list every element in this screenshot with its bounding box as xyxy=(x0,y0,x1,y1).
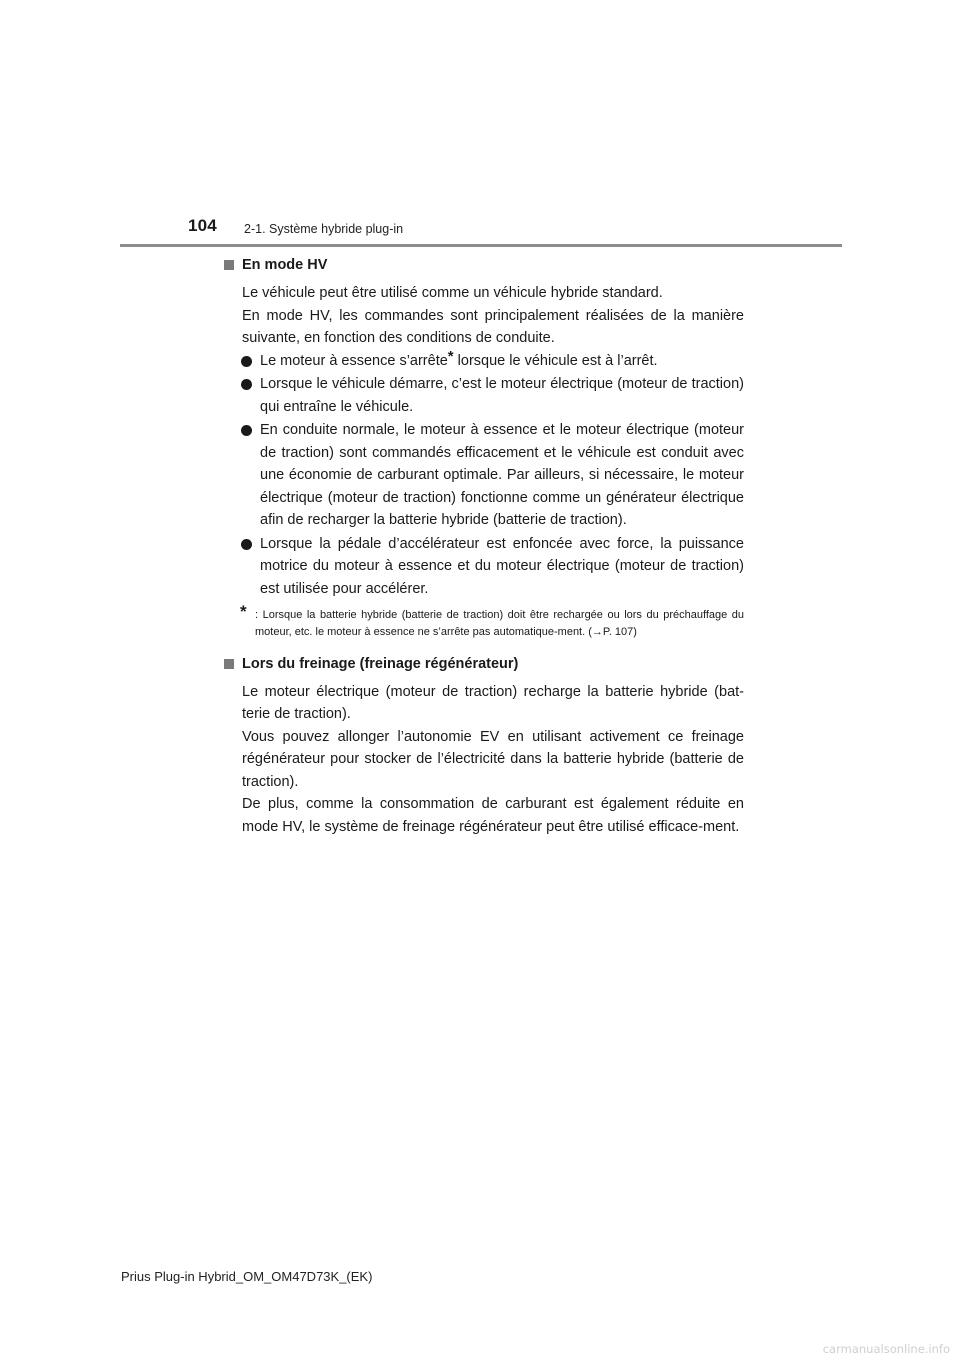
list-item xyxy=(222,533,744,601)
paragraph: En mode HV, les commandes sont principalement réalisées de la manière suivante, en fonction des conditions de conduite. xyxy=(242,307,744,347)
paragraph: Le véhicule peut être utilisé comme un véhicule hybride standard. xyxy=(242,285,663,301)
page-number: 104 xyxy=(188,216,217,235)
section-title: Lors du freinage (freinage régénérateur) xyxy=(242,655,519,672)
list-item-text: Le moteur à essence s’arrête xyxy=(260,353,448,370)
list-item xyxy=(222,419,744,532)
section-title: En mode HV xyxy=(242,257,328,273)
list-item-text: lorsque le véhicule est à l’arrêt. xyxy=(453,353,658,370)
footer-doc-id: Prius Plug-in Hybrid_OM_OM47D73K_(EK) xyxy=(121,1269,373,1284)
list-item-text: En conduite normale, le moteur à essence et le moteur électrique (moteur de traction) sont commandés efficacement et le véhicule est conduit avec une économie de carburant optimale. Par ailleurs, si nécessaire, le moteur électrique (moteur de traction) fonctionne comme un générateur électrique afin de recharger la batterie hybride (batterie de traction). xyxy=(260,422,744,529)
bullet-list xyxy=(222,350,744,600)
breadcrumb: 2-1. Système hybride plug-in xyxy=(244,222,404,236)
list-item xyxy=(222,350,744,373)
paragraph: De plus, comme la consommation de carburant est également réduite en mode HV, le système de freinage régénérateur peut être utilisé efficace-ment. xyxy=(242,796,744,836)
square-bullet-icon xyxy=(224,659,234,669)
footnote-asterisk: * xyxy=(240,602,247,622)
section-heading-regenerative-braking xyxy=(222,653,744,675)
paragraph: Vous pouvez allonger l’autonomie EV en utilisant activement ce freinage régénérateur pour stocker de l’électricité dans la batterie hybride (batterie de traction). xyxy=(242,728,744,790)
dot-bullet-icon xyxy=(241,356,252,367)
list-item-text: Lorsque la pédale d’accélérateur est enfoncée avec force, la puissance motrice du moteur à essence et du moteur électrique (moteur de traction) est utilisée pour accélérer. xyxy=(260,535,744,597)
list-item-text: Lorsque le véhicule démarre, c’est le moteur électrique (moteur de traction) qui entraîne le véhicule. xyxy=(260,376,744,415)
section-heading-hv-mode xyxy=(222,254,744,276)
asterisk-mark: * xyxy=(447,348,454,366)
header-rule xyxy=(120,244,842,247)
square-bullet-icon xyxy=(224,260,234,270)
dot-bullet-icon xyxy=(241,539,252,550)
page-content xyxy=(222,254,744,839)
watermark: carmanualsonline.info xyxy=(822,1342,950,1356)
paragraph: Le moteur électrique (moteur de traction) recharge la batterie hybride (bat-terie de traction). xyxy=(242,683,744,723)
footnote-text: : Lorsque la batterie hybride (batterie de traction) doit être rechargée ou lors du préchauffage du moteur, etc. le moteur à essence ne s’arrête pas automatique-ment. (→P. 107) xyxy=(255,609,744,638)
dot-bullet-icon xyxy=(241,379,252,390)
dot-bullet-icon xyxy=(241,425,252,436)
list-item xyxy=(222,373,744,418)
footnote xyxy=(222,602,744,640)
